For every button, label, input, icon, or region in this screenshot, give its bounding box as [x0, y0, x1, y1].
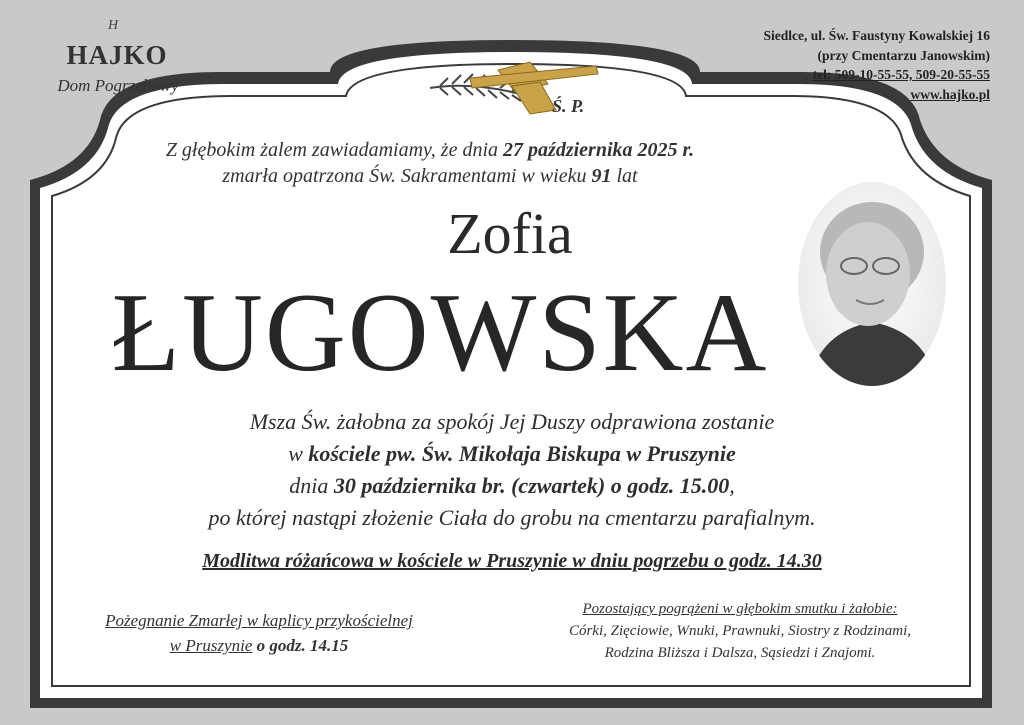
church-name: kościele pw. Św. Mikołaja Biskupa w Pruszynie	[308, 441, 736, 466]
rosary-info: Modlitwa różańcowa w kościele w Pruszynie w dniu pogrzebu o godz. 14.30	[202, 550, 822, 572]
contact-block	[763, 26, 990, 104]
mass-line3-suffix: ,	[729, 473, 735, 498]
first-name: Zofia	[447, 201, 573, 266]
intro-line2-suffix: lat	[611, 165, 638, 187]
mourners-line2: Rodzina Bliższa i Dalsza, Sąsiedzi i Znajomi.	[604, 645, 876, 661]
death-date: 27 października 2025 r.	[503, 139, 695, 161]
intro-text	[150, 137, 710, 189]
surname: ŁUGOWSKA	[111, 271, 769, 395]
contact-website[interactable]: www.hajko.pl	[910, 86, 990, 102]
mourners-heading: Pozostający pogrążeni w głębokim smutku i żałobie:	[582, 601, 898, 617]
logo-mark: H	[108, 18, 119, 33]
contact-note: (przy Cmentarzu Janowskim)	[817, 47, 990, 63]
mourners-info	[520, 598, 960, 664]
farewell-place: w Pruszynie	[169, 636, 253, 655]
mass-line4: po której nastąpi złożenie Ciała do grobu na cmentarzu parafialnym.	[208, 505, 816, 530]
logo-subtitle: Dom Pogrzebowy	[57, 76, 179, 95]
mass-line1: Msza Św. żałobna za spokój Jej Duszy odprawiona zostanie	[249, 409, 775, 434]
mourners-line1: Córki, Zięciowie, Wnuki, Prawnuki, Siostry z Rodzinami,	[568, 623, 912, 639]
mass-info	[60, 406, 964, 534]
portrait-photo	[798, 182, 946, 386]
mass-date-time: 30 października br. (czwartek) o godz. 15.00	[333, 473, 730, 498]
farewell-line1: Pożegnanie Zmarłej w kaplicy przykościelnej	[105, 611, 413, 630]
intro-line1-text: Z głębokim żalem zawiadamiamy, że dnia	[165, 139, 504, 161]
mass-line3-prefix: dnia	[289, 473, 334, 498]
logo-title: HAJKO	[66, 40, 168, 70]
contact-address: Siedlce, ul. Św. Faustyny Kowalskiej 16	[763, 28, 990, 43]
farewell-time: o godz. 14.15	[252, 636, 349, 655]
farewell-info	[64, 608, 454, 658]
mass-line2-prefix: w	[288, 441, 309, 466]
age: 91	[591, 165, 612, 187]
contact-phone[interactable]: tel: 509-10-55-55, 509-20-55-55	[812, 67, 990, 82]
intro-line2-text: zmarła opatrzona Św. Sakramentami w wieku	[222, 165, 592, 187]
sp-label: Ś. P.	[552, 96, 585, 116]
